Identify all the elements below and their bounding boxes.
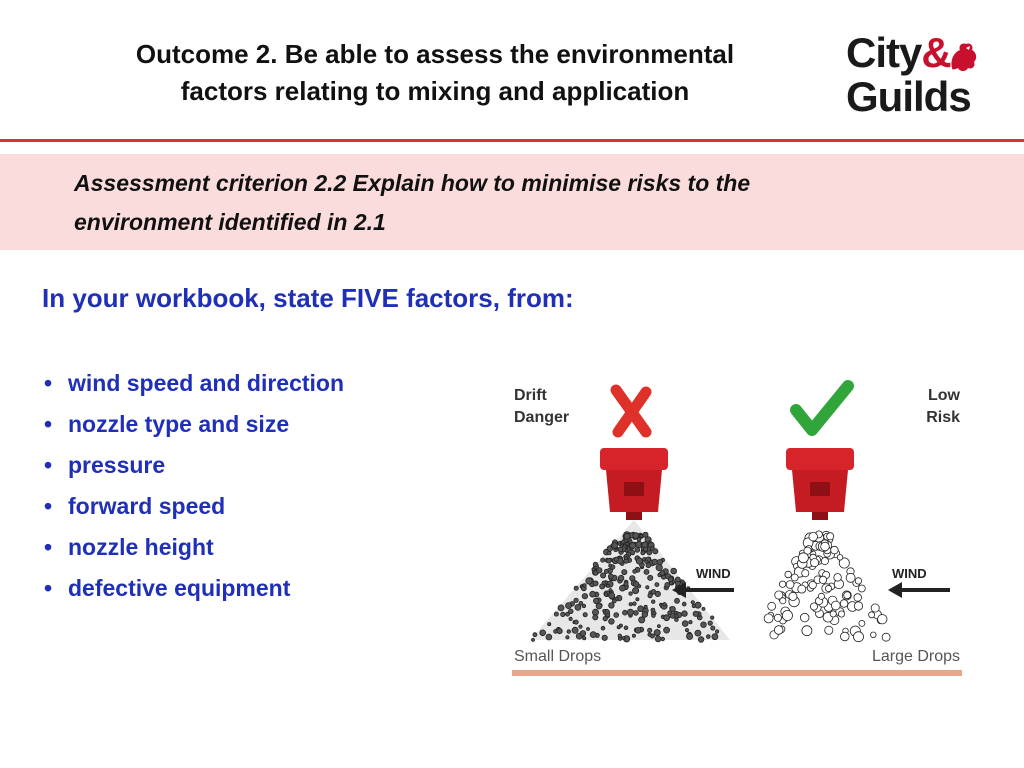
small-drop bbox=[602, 581, 606, 585]
slide-title-line2: factors relating to mixing and application bbox=[180, 76, 690, 106]
small-drop bbox=[634, 582, 639, 587]
large-drops-label: Large Drops bbox=[871, 648, 960, 665]
small-drop bbox=[629, 603, 632, 606]
criterion-line1: Assessment criterion 2.2 Explain how to minimise risks to the bbox=[74, 170, 751, 196]
small-drop bbox=[645, 560, 648, 563]
large-drop bbox=[809, 532, 818, 541]
small-drop bbox=[664, 615, 670, 621]
small-drop bbox=[583, 613, 587, 617]
list-item bbox=[42, 571, 344, 612]
small-drop bbox=[532, 638, 535, 641]
small-drop bbox=[592, 568, 595, 571]
large-drop bbox=[859, 620, 865, 626]
small-drop bbox=[554, 612, 558, 616]
large-drop bbox=[827, 533, 834, 540]
large-drop bbox=[871, 604, 879, 612]
small-drop bbox=[648, 628, 652, 632]
small-drop bbox=[715, 630, 718, 633]
small-drops-label: Small Drops bbox=[514, 648, 602, 665]
bullet-icon: • bbox=[44, 411, 53, 437]
large-drop bbox=[802, 626, 812, 636]
small-drop bbox=[644, 569, 649, 574]
small-drop bbox=[575, 604, 581, 610]
large-drop bbox=[846, 573, 855, 582]
large-drop bbox=[779, 581, 785, 587]
large-drop bbox=[831, 601, 840, 610]
small-drop bbox=[609, 619, 615, 625]
small-drop bbox=[569, 617, 572, 620]
small-drop bbox=[635, 548, 640, 553]
low-risk-label-line1: Low bbox=[928, 387, 960, 404]
large-drop bbox=[768, 602, 776, 610]
small-drop bbox=[675, 577, 680, 582]
drift-danger-label-line2: Danger bbox=[514, 409, 570, 426]
logo-ampersand: & bbox=[921, 29, 951, 76]
list-item bbox=[42, 366, 344, 407]
large-drop bbox=[791, 574, 798, 581]
large-drop bbox=[821, 558, 828, 565]
small-drop bbox=[657, 559, 662, 564]
criterion-line2: environment identified in 2.1 bbox=[74, 209, 386, 235]
small-drop bbox=[621, 540, 625, 544]
large-drop bbox=[825, 585, 831, 591]
small-drop bbox=[651, 600, 655, 604]
small-drop bbox=[682, 621, 688, 627]
small-drop bbox=[671, 568, 677, 574]
small-drop bbox=[580, 631, 586, 637]
small-drop bbox=[608, 551, 612, 555]
wind-arrow-right-icon bbox=[888, 582, 950, 598]
small-drop bbox=[614, 557, 618, 561]
small-drop bbox=[618, 634, 622, 638]
large-drop bbox=[854, 632, 864, 642]
city-and-guilds-logo bbox=[846, 30, 986, 125]
large-drop bbox=[831, 546, 839, 554]
cross-icon bbox=[616, 390, 646, 432]
small-drop bbox=[624, 582, 628, 586]
large-drop bbox=[844, 592, 851, 599]
large-drop bbox=[821, 542, 830, 551]
large-drop bbox=[869, 612, 875, 618]
large-drop bbox=[798, 585, 806, 593]
small-drop bbox=[533, 633, 537, 637]
factor-text: nozzle type and size bbox=[68, 411, 290, 437]
small-drop bbox=[695, 630, 701, 636]
small-drop bbox=[624, 626, 628, 630]
small-drop bbox=[590, 632, 596, 638]
list-item bbox=[42, 407, 344, 448]
large-drop bbox=[789, 592, 797, 600]
large-drop bbox=[819, 576, 826, 583]
small-drop bbox=[638, 606, 644, 612]
nozzle-left-icon bbox=[600, 448, 668, 520]
small-drop bbox=[546, 634, 552, 640]
large-drop bbox=[834, 574, 842, 582]
small-drop bbox=[609, 593, 615, 599]
factor-text: nozzle height bbox=[68, 534, 214, 560]
small-drop bbox=[634, 611, 639, 616]
small-drop bbox=[548, 623, 551, 626]
small-drop bbox=[612, 543, 618, 549]
large-drop bbox=[854, 594, 862, 602]
small-drop bbox=[602, 635, 607, 640]
small-drop bbox=[583, 637, 586, 640]
small-drop bbox=[663, 603, 666, 606]
large-drop bbox=[841, 632, 850, 641]
large-drop bbox=[838, 611, 844, 617]
small-drop bbox=[630, 550, 634, 554]
small-drop bbox=[622, 637, 625, 640]
logo-text-guilds: Guilds bbox=[846, 73, 971, 120]
small-drops-spray bbox=[530, 520, 730, 642]
small-drop bbox=[654, 630, 660, 636]
small-drop bbox=[582, 604, 586, 608]
small-drop bbox=[661, 637, 665, 641]
small-drop bbox=[693, 611, 698, 616]
small-drop bbox=[657, 625, 660, 628]
small-drop bbox=[664, 627, 670, 633]
small-drop bbox=[682, 602, 686, 606]
factor-text: pressure bbox=[68, 452, 166, 478]
small-drop bbox=[641, 551, 645, 555]
large-drop bbox=[830, 611, 836, 617]
slide-title-line1: Outcome 2. Be able to assess the environmental bbox=[135, 39, 735, 69]
large-drop bbox=[786, 581, 794, 589]
spray-drift-diagram bbox=[500, 370, 974, 686]
small-drop bbox=[612, 599, 616, 603]
small-drop bbox=[644, 605, 647, 608]
small-drop bbox=[593, 581, 598, 586]
small-drop bbox=[646, 586, 649, 589]
small-drop bbox=[601, 558, 605, 562]
small-drop bbox=[633, 588, 639, 594]
small-drop bbox=[593, 562, 598, 567]
small-drop bbox=[644, 547, 648, 551]
large-drop bbox=[802, 570, 809, 577]
large-drop bbox=[858, 585, 865, 592]
small-drop bbox=[590, 591, 596, 597]
spray-drift-illustration bbox=[500, 370, 974, 686]
large-drops-group bbox=[764, 531, 890, 642]
small-drop bbox=[691, 601, 694, 604]
small-drop bbox=[594, 571, 598, 575]
small-drop bbox=[624, 556, 627, 559]
small-drop bbox=[606, 584, 609, 587]
small-drop bbox=[668, 611, 672, 615]
large-drop bbox=[878, 615, 887, 624]
bullet-icon: • bbox=[44, 370, 53, 396]
small-drop bbox=[668, 577, 673, 582]
small-drop bbox=[566, 603, 572, 609]
small-drop bbox=[608, 574, 613, 579]
small-drop bbox=[655, 583, 659, 587]
small-drop bbox=[698, 637, 704, 643]
small-drop bbox=[636, 598, 639, 601]
low-risk-label-line2: Risk bbox=[926, 409, 960, 426]
small-drop bbox=[572, 627, 578, 633]
small-drop bbox=[620, 585, 626, 591]
small-drop bbox=[618, 575, 624, 581]
bullet-icon: • bbox=[44, 534, 53, 560]
small-drop bbox=[660, 571, 665, 576]
large-drop bbox=[840, 600, 848, 608]
small-drop bbox=[648, 633, 651, 636]
small-drop bbox=[682, 611, 688, 617]
large-drop bbox=[818, 593, 824, 599]
small-drop bbox=[702, 607, 705, 610]
small-drop bbox=[685, 629, 688, 632]
small-drop bbox=[607, 559, 612, 564]
small-drop bbox=[701, 622, 707, 628]
small-drop bbox=[633, 602, 637, 606]
small-drop bbox=[708, 621, 712, 625]
large-drop bbox=[798, 553, 808, 563]
list-item bbox=[42, 530, 344, 571]
small-drop bbox=[651, 589, 656, 594]
large-drop bbox=[780, 598, 786, 604]
small-drop bbox=[558, 605, 564, 611]
slide-title bbox=[40, 36, 830, 110]
large-drop bbox=[774, 626, 783, 635]
small-drop bbox=[632, 634, 635, 637]
large-drop bbox=[800, 613, 809, 622]
list-item bbox=[42, 448, 344, 489]
small-drop bbox=[652, 614, 656, 618]
small-drop bbox=[629, 592, 633, 596]
small-drop bbox=[712, 634, 718, 640]
bullet-icon: • bbox=[44, 575, 53, 601]
small-drop bbox=[618, 547, 623, 552]
small-drop bbox=[593, 598, 599, 604]
small-drop bbox=[692, 604, 696, 608]
small-drop bbox=[640, 535, 643, 538]
large-drop bbox=[837, 555, 843, 561]
small-drop bbox=[633, 533, 639, 539]
small-drop bbox=[675, 598, 680, 603]
small-drop bbox=[635, 627, 641, 633]
header-divider bbox=[0, 139, 1024, 142]
large-drop bbox=[855, 578, 861, 584]
small-drop bbox=[601, 626, 605, 630]
large-drop bbox=[811, 559, 819, 567]
small-drop bbox=[593, 615, 598, 620]
small-drop bbox=[648, 593, 652, 597]
small-drop bbox=[603, 609, 606, 612]
small-drop bbox=[604, 569, 608, 573]
small-drop bbox=[579, 625, 582, 628]
small-drop bbox=[624, 533, 630, 539]
drift-danger-label-line1: Drift bbox=[514, 387, 547, 404]
small-drop bbox=[540, 630, 546, 636]
small-drop bbox=[617, 626, 620, 629]
small-drop bbox=[655, 636, 661, 642]
small-drop bbox=[586, 578, 592, 584]
assessment-criterion-band bbox=[0, 154, 1024, 250]
small-drop bbox=[614, 613, 619, 618]
small-drop bbox=[648, 575, 653, 580]
small-drop bbox=[665, 582, 670, 587]
large-drop bbox=[854, 602, 862, 610]
small-drop bbox=[601, 573, 606, 578]
bullet-icon: • bbox=[44, 452, 53, 478]
small-drop bbox=[630, 543, 636, 549]
large-drop bbox=[882, 633, 890, 641]
small-drop bbox=[636, 558, 642, 564]
small-drop bbox=[609, 564, 612, 567]
logo-text-city: City bbox=[846, 29, 922, 76]
small-drop bbox=[650, 547, 654, 551]
small-drop bbox=[643, 532, 648, 537]
large-drop bbox=[871, 632, 877, 638]
small-drop bbox=[566, 612, 570, 616]
large-drop bbox=[782, 610, 792, 620]
small-drop bbox=[675, 614, 678, 617]
factor-text: wind speed and direction bbox=[68, 370, 345, 396]
small-drop bbox=[675, 618, 679, 622]
ground-line bbox=[512, 670, 962, 676]
large-drop bbox=[809, 581, 816, 588]
small-drop bbox=[633, 570, 637, 574]
nozzle-right-icon bbox=[786, 448, 854, 520]
small-drop bbox=[604, 593, 608, 597]
small-drop bbox=[622, 570, 627, 575]
small-drop bbox=[582, 594, 587, 599]
small-drop bbox=[561, 612, 565, 616]
large-drop bbox=[774, 614, 781, 621]
wind-label-right: WIND bbox=[892, 566, 927, 581]
small-drop bbox=[574, 620, 578, 624]
small-drop bbox=[642, 612, 648, 618]
factor-text: defective equipment bbox=[68, 575, 291, 601]
small-drop bbox=[656, 564, 662, 570]
small-drop bbox=[583, 584, 586, 587]
factor-text: forward speed bbox=[68, 493, 226, 519]
large-drops-spray bbox=[764, 531, 890, 642]
small-drop bbox=[687, 633, 693, 639]
small-drop bbox=[711, 626, 715, 630]
list-item bbox=[42, 489, 344, 530]
workbook-instruction: In your workbook, state FIVE factors, from: bbox=[42, 283, 574, 313]
small-drop bbox=[639, 617, 645, 623]
large-drop bbox=[785, 571, 792, 578]
bullet-icon: • bbox=[44, 493, 53, 519]
small-drop bbox=[651, 608, 655, 612]
small-drop bbox=[689, 620, 692, 623]
small-drop bbox=[574, 598, 578, 602]
small-drop bbox=[706, 635, 710, 639]
wind-label-left: WIND bbox=[696, 566, 731, 581]
small-drop bbox=[609, 589, 612, 592]
small-drop bbox=[557, 628, 562, 633]
small-drop bbox=[567, 630, 571, 634]
small-drop bbox=[627, 609, 633, 615]
small-drop bbox=[711, 616, 714, 619]
check-icon bbox=[796, 386, 848, 430]
large-drop bbox=[825, 626, 833, 634]
assessment-criterion-text bbox=[74, 164, 954, 242]
small-drop bbox=[574, 586, 578, 590]
small-drop bbox=[609, 603, 615, 609]
small-drop bbox=[652, 559, 658, 565]
factor-list bbox=[42, 366, 344, 612]
small-drop bbox=[587, 628, 590, 631]
lion-icon bbox=[946, 38, 980, 78]
large-drop bbox=[764, 614, 773, 623]
small-drop bbox=[623, 610, 628, 615]
small-drop bbox=[566, 636, 569, 639]
small-drop bbox=[596, 603, 602, 609]
small-drop bbox=[606, 613, 610, 617]
